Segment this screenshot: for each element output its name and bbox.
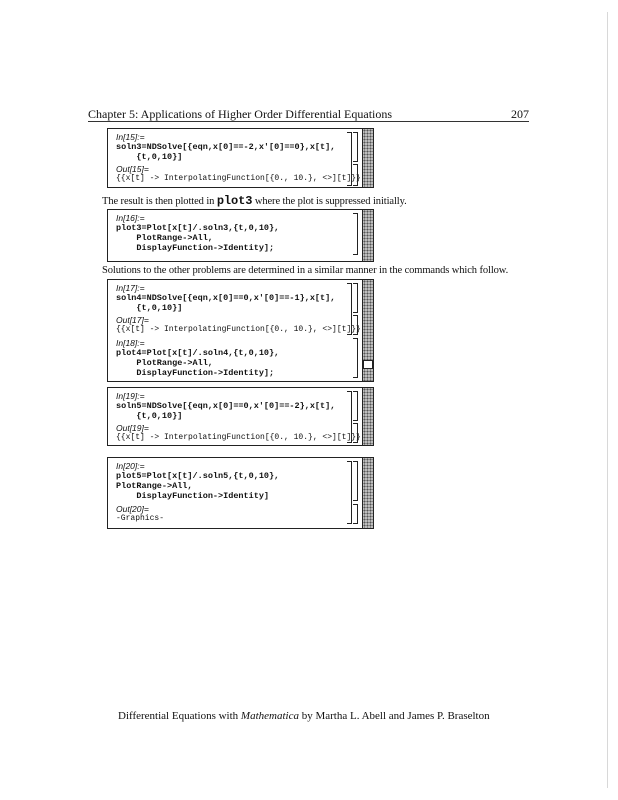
group-bracket[interactable]: [347, 391, 352, 443]
page-footer: [118, 710, 490, 722]
in-label-20: In[20]:=: [116, 461, 145, 471]
scrollbar[interactable]: [362, 388, 373, 445]
header-rule: [88, 121, 529, 122]
cell-bracket[interactable]: [353, 338, 358, 378]
page-edge-line: [607, 12, 608, 788]
paragraph-plot3: [102, 194, 407, 208]
out-label-17: Out[17]=: [116, 315, 149, 325]
cell-bracket[interactable]: [353, 423, 358, 443]
input-cell-17[interactable]: soln4=NDSolve[{eqn,x[0]==0,x'[0]==-1},x[t], {t,0,10}]: [116, 293, 336, 313]
group-bracket[interactable]: [347, 283, 352, 335]
input-cell-20[interactable]: plot5=Plot[x[t]/.soln5,{t,0,10}, PlotRange->All, DisplayFunction->Identity]: [116, 471, 280, 501]
footer-book-title: Mathematica: [240, 710, 299, 722]
cell-bracket[interactable]: [353, 283, 358, 313]
group-bracket[interactable]: [347, 461, 352, 524]
cell-bracket[interactable]: [353, 213, 358, 255]
scroll-thumb[interactable]: [363, 360, 373, 369]
page-number: 207: [511, 107, 529, 121]
in-label-17: In[17]:=: [116, 283, 145, 293]
footer-text: by Martha L. Abell and James P. Braselton: [298, 710, 490, 722]
out-label-20: Out[20]=: [116, 504, 149, 514]
notebook-window-1: [107, 128, 374, 188]
paragraph-text: The result is then plotted in: [102, 196, 217, 207]
out-label-19: Out[19]=: [116, 423, 149, 433]
output-cell-19: {{x[t] -> InterpolatingFunction[{0., 10.}, <>][t]}}: [116, 433, 361, 442]
cell-bracket[interactable]: [353, 164, 358, 186]
input-cell-16[interactable]: plot3=Plot[x[t]/.soln3,{t,0,10}, PlotRange->All, DisplayFunction->Identity];: [116, 223, 280, 253]
cell-bracket[interactable]: [353, 391, 358, 421]
in-label-15: In[15]:=: [116, 132, 145, 142]
in-label-16: In[16]:=: [116, 213, 145, 223]
notebook-window-3: [107, 279, 374, 382]
cell-bracket[interactable]: [353, 461, 358, 501]
paragraph-text: where the plot is suppressed initially.: [252, 196, 407, 207]
output-cell-17: {{x[t] -> InterpolatingFunction[{0., 10.}, <>][t]}}: [116, 325, 361, 334]
notebook-window-2: [107, 209, 374, 262]
notebook-window-4: [107, 387, 374, 446]
inline-code-plot3: plot3: [216, 194, 253, 208]
input-cell-15[interactable]: soln3=NDSolve[{eqn,x[0]==-2,x'[0]==0},x[t], {t,0,10}]: [116, 142, 336, 162]
cell-bracket[interactable]: [353, 315, 358, 335]
footer-text: Differential Equations with: [118, 710, 241, 722]
in-label-19: In[19]:=: [116, 391, 145, 401]
scrollbar[interactable]: [362, 210, 373, 261]
input-cell-19[interactable]: soln5=NDSolve[{eqn,x[0]==0,x'[0]==-2},x[t], {t,0,10}]: [116, 401, 336, 421]
notebook-window-5: [107, 457, 374, 529]
chapter-header: Chapter 5: Applications of Higher Order Differential Equations: [88, 107, 393, 121]
scrollbar[interactable]: [362, 458, 373, 528]
in-label-18: In[18]:=: [116, 338, 145, 348]
group-bracket[interactable]: [347, 132, 352, 186]
paragraph-solutions: Solutions to the other problems are determined in a similar manner in the commands which follow.: [102, 265, 509, 276]
input-cell-18[interactable]: plot4=Plot[x[t]/.soln4,{t,0,10}, PlotRange->All, DisplayFunction->Identity];: [116, 348, 280, 378]
cell-bracket[interactable]: [353, 504, 358, 524]
output-cell-15: {{x[t] -> InterpolatingFunction[{0., 10.}, <>][t]}}: [116, 174, 361, 183]
out-label-15: Out[15]=: [116, 164, 149, 174]
output-cell-20: -Graphics-: [116, 514, 165, 523]
cell-bracket[interactable]: [353, 132, 358, 162]
scrollbar[interactable]: [362, 129, 373, 187]
scrollbar[interactable]: [362, 280, 373, 381]
